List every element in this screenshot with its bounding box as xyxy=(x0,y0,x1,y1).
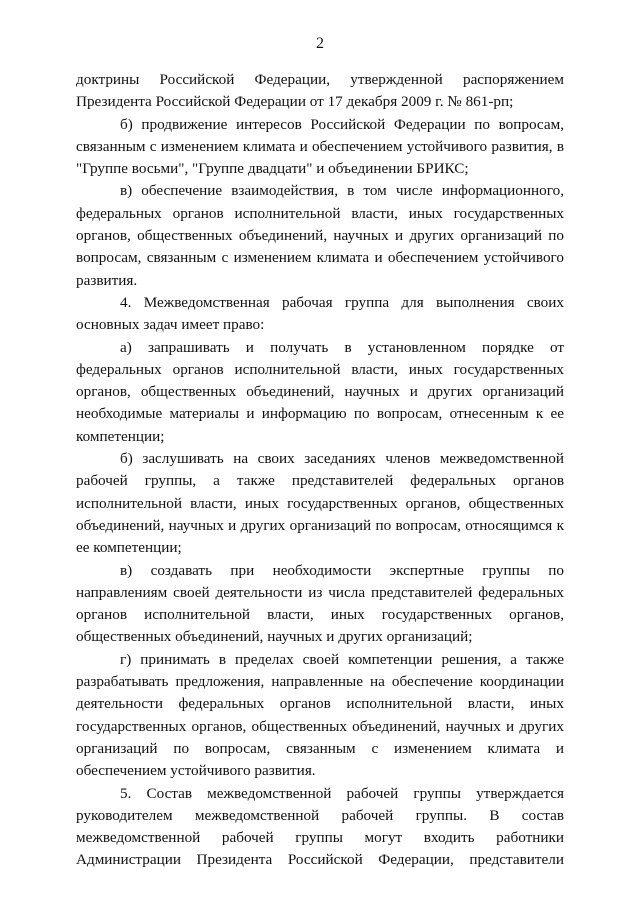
paragraph-section-4: 4. Межведомственная рабочая группа для выполнения своих основных задач имеет право: xyxy=(76,293,564,334)
paragraph-item-g-decisions: г) принимать в пределах своей компетенции решения, а также разрабатывать предложения, направленные на обеспечение координации деятельности федеральных органов исполнительной власти, иных государственных органов, общественных объединений, научных и других организаций по вопросам, связанным с изменением климата и обеспечением устойчивого развития. xyxy=(76,650,564,780)
paragraph-item-b-promotion: б) продвижение интересов Российской Федерации по вопросам, связанным с изменением климата и обеспечением устойчивого развития, в "Группе восьми", "Группе двадцати" и объединении БРИКС; xyxy=(76,115,564,178)
paragraph-item-v-expert-groups: в) создавать при необходимости экспертные группы по направлениям своей деятельности из числа представителей федеральных органов исполнительной власти, иных государственных органов, общественных объединений, научных и других организаций; xyxy=(76,561,564,646)
paragraph-section-5: 5. Состав межведомственной рабочей группы утверждается руководителем межведомственной рабочей группы. В состав межведомственной рабочей группы могут входить работники Администрации Президента Российской Федерации, представители xyxy=(76,784,564,869)
paragraph-continuation: доктрины Российской Федерации, утвержденной распоряжением Президента Российской Федерации от 17 декабря 2009 г. № 861-рп; xyxy=(76,71,564,111)
page-number: 2 xyxy=(316,35,324,52)
paragraph-item-b-hear: б) заслушивать на своих заседаниях членов межведомственной рабочей группы, а также представителей федеральных органов исполнительной власти, иных государственных органов, общественных объединений, научных и других организаций по вопросам, относящимся к ее компетенции; xyxy=(76,450,564,557)
paragraph-item-v-interaction: в) обеспечение взаимодействия, в том числе информационного, федеральных органов исполнительной власти, иных государственных органов, общественных объединений, научных и других организаций по вопросам, связанным с изменением климата и обеспечением устойчивого развития. xyxy=(76,182,564,289)
document-body xyxy=(76,69,564,872)
paragraph-item-a-request: а) запрашивать и получать в установленном порядке от федеральных органов исполнительной власти, иных государственных органов, общественных объединений, научных и других организаций необходимые материалы и информацию по вопросам, отнесенным к ее компетенции; xyxy=(76,338,564,445)
